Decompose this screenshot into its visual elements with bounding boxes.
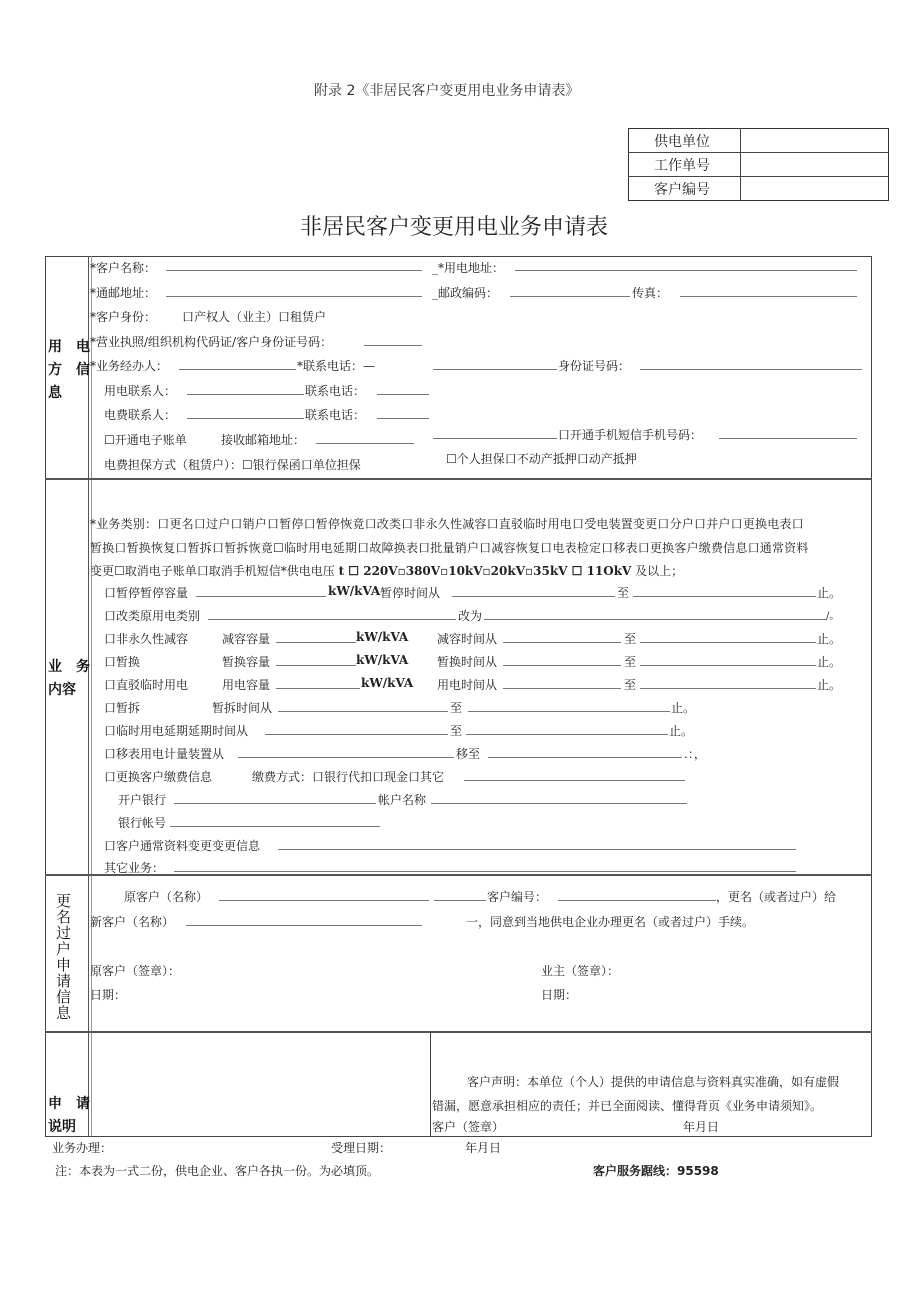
extend-to-label: 至 (450, 724, 463, 738)
temp-capacity-label: 用电容量 (222, 678, 271, 692)
reduce-unit: kW/kVA (356, 630, 409, 644)
reduce-time-from-field[interactable] (503, 642, 621, 643)
customer-number-label: 客户编号： (487, 890, 548, 904)
reclass-original-field[interactable] (208, 619, 456, 620)
fee-contact-phone-label: 联系电话： (305, 408, 366, 422)
dismantle-to-label: 至 (450, 701, 463, 715)
postal-code-label: _邮政编码： (432, 286, 499, 300)
email-address-field-ext[interactable] (433, 438, 557, 439)
general-info-checkbox[interactable]: 口客户通常资料变更变更信息 (104, 839, 261, 853)
identity-options[interactable]: 口产权人（业主）口租赁户 (182, 310, 327, 324)
category-line3-text: 变更☐取消电子账单口取消手机短信*供电电压 (90, 564, 339, 578)
swap-end: 止。 (817, 655, 842, 669)
voltage-options[interactable]: t ☐ 220V▫380V▫10kV▫20kV▫35kV ☐ 11OkV (338, 564, 632, 578)
postal-code-field[interactable] (510, 296, 630, 297)
declaration-line2: 错漏，愿意承担相应的责任；并已全面阅读、懂得背页《业务申请须知》。 (432, 1099, 823, 1113)
sms-phone-field[interactable] (719, 438, 857, 439)
section-label-line2: 方 信 (48, 362, 90, 378)
swap-unit: kW/kVA (356, 653, 409, 667)
swap-time-to-field[interactable] (640, 665, 816, 666)
business-category-line1[interactable]: *业务类别：口更名口过户口销户口暂停口暂停恢竟口改类口非永久性减容口直驳临时用电口受电装置变更口分户口并户口更换电表口 (90, 517, 804, 531)
suspend-to-label: 至 (617, 586, 630, 600)
section-label-line1: 用 电 (48, 339, 90, 355)
sms-checkbox[interactable]: 口开通手机短信手机号码： (558, 428, 703, 442)
guarantee-options-more[interactable]: ☐个人担保口不动产抵押口动产抵押 (446, 452, 637, 466)
id-number-label: 身份证号码： (558, 359, 631, 373)
move-to-field[interactable] (488, 757, 682, 758)
reduce-time-from-label: 减容时间从 (437, 632, 498, 646)
section-label: 更名过户申请信息 (54, 893, 72, 1021)
suspend-time-from-label: 暂停时间从 (380, 586, 441, 600)
application-notes-area[interactable] (92, 1034, 428, 1134)
payment-info-checkbox[interactable]: 口更换客户缴费信息 (104, 770, 213, 784)
guarantee-options[interactable]: 电费担保方式（租赁户）：☐银行保函口单位担保 (104, 458, 361, 472)
suspend-end: 止。 (817, 586, 842, 600)
dismantle-time-to-field[interactable] (468, 711, 670, 712)
payment-other-field[interactable] (464, 780, 685, 781)
reclass-checkbox[interactable]: 口改类原用电类别 (104, 609, 201, 623)
extend-time-from-field[interactable] (265, 734, 448, 735)
swap-capacity-field[interactable] (276, 665, 356, 666)
owner-sign-label: 业主（签章）： (541, 964, 620, 978)
temp-end: 止。 (817, 678, 842, 692)
section-label-line1: 申 请 (48, 1096, 90, 1112)
customer-name-field[interactable] (166, 270, 422, 271)
payment-method-options[interactable]: 缴费方式：口银行代扣口现金口其它 (252, 770, 445, 784)
customer-number-field[interactable] (558, 900, 716, 901)
agree-text: 一，同意到当地供电企业办理更名（或者过户）手续。 (466, 915, 755, 929)
handler-label: 业务办理： (52, 1141, 113, 1155)
account-name-label: 帐户名称 (378, 793, 427, 807)
dismantle-time-from-field[interactable] (278, 711, 448, 712)
suspend-capacity-field[interactable] (196, 596, 326, 597)
suspend-checkbox[interactable]: 口暂停暂停容量 (104, 586, 189, 600)
agent-label: *业务经办人： (90, 359, 169, 373)
license-id-label: *营业执照/组织机构代码证/客户身份证号码： (90, 335, 333, 349)
original-customer-field[interactable] (219, 900, 429, 901)
info-label-supply-unit: 供电单位 (654, 134, 710, 150)
fee-contact-label: 电费联系人： (104, 408, 177, 422)
e-bill-checkbox[interactable]: ☐开通电子账单 (104, 433, 187, 447)
license-id-field[interactable] (364, 345, 422, 346)
temp-unit: kW/kVA (361, 676, 414, 690)
temp-capacity-field[interactable] (276, 688, 360, 689)
temp-power-checkbox[interactable]: 口直驳临时用电 (104, 678, 189, 692)
declaration-line1: 客户声明：本单位（个人）提供的申请信息与资料真实准确，如有虚假 (467, 1075, 840, 1089)
rename-to-text: ，更名（或者过户）给 (716, 890, 837, 904)
voltage-suffix: 及以上； (631, 564, 684, 578)
temp-time-from-label: 用电时间从 (437, 678, 498, 692)
reduce-capacity-label: 减容容量 (222, 632, 271, 646)
agent-field[interactable] (179, 369, 296, 370)
accept-date-value: 年月日 (465, 1141, 502, 1155)
new-customer-label: 新客户（名称） (90, 915, 175, 929)
swap-capacity-label: 暂换容量 (222, 655, 271, 669)
dismantle-checkbox[interactable]: 口暂拆 (104, 701, 141, 715)
dismantle-time-from-label: 暂拆时间从 (212, 701, 273, 715)
section-label-line2: 内容 (48, 682, 76, 698)
mailing-address-field[interactable] (166, 296, 422, 297)
usage-address-label: _*用电地址： (432, 261, 505, 275)
reclass-change-to-label: 改为 (458, 609, 483, 623)
extend-time-to-field[interactable] (466, 734, 668, 735)
section-label-line1: 业 务 (48, 659, 90, 675)
reduce-capacity-field[interactable] (276, 642, 356, 643)
original-customer-label: 原客户（名称） (124, 890, 209, 904)
original-date-label: 日期： (90, 988, 127, 1002)
move-end: .：， (684, 747, 706, 761)
customer-name-label: *客户名称： (90, 261, 157, 275)
contact-phone-field[interactable] (433, 369, 557, 370)
suspend-unit: kW/kVA (328, 584, 381, 598)
temp-time-from-field[interactable] (503, 688, 621, 689)
temp-time-to-field[interactable] (640, 688, 816, 689)
customer-sign-date: 年月日 (683, 1120, 720, 1134)
contact-phone-label: *联系电话：— (297, 359, 376, 373)
new-customer-field[interactable] (186, 925, 422, 926)
reduce-checkbox[interactable]: 口非永久性减容 (104, 632, 189, 646)
bank-label: 开户银行 (118, 793, 167, 807)
supply-unit-field[interactable] (742, 130, 886, 151)
general-info-field[interactable] (278, 849, 796, 850)
info-label-work-order: 工作单号 (654, 158, 710, 174)
owner-date-label: 日期： (541, 988, 578, 1002)
reduce-end: 止。 (817, 632, 842, 646)
move-to-label: 移至 (456, 747, 481, 761)
footer-note: 注：本表为一式二份，供电企业、客户各执一份。为必填顶。 (55, 1164, 380, 1178)
customer-sign-label: 客户（签章） (432, 1120, 505, 1134)
reduce-time-to-field[interactable] (640, 642, 816, 643)
swap-time-from-field[interactable] (503, 665, 621, 666)
extend-checkbox[interactable]: 口临时用电延期延期时间从 (104, 724, 249, 738)
fax-label: 传真： (632, 286, 669, 300)
power-contact-phone-label: 联系电话： (305, 384, 366, 398)
page-title: 非居民客户变更用电业务申请表 (300, 215, 609, 240)
accept-date-label: 受理日期： (331, 1141, 392, 1155)
section-label-line2: 说明 (48, 1119, 76, 1135)
suspend-time-to-field[interactable] (633, 596, 816, 597)
appendix-title: 附录 2《非居民客户变更用电业务申请表》 (314, 83, 580, 99)
fax-field[interactable] (680, 296, 857, 297)
account-number-label: 银行帐号 (118, 816, 167, 830)
reclass-new-field[interactable] (484, 619, 826, 620)
power-contact-field[interactable] (187, 394, 304, 395)
dismantle-end: 止。 (671, 701, 696, 715)
business-category-line3[interactable] (90, 562, 683, 579)
original-customer-field-ext[interactable] (434, 900, 486, 901)
temp-to-label: 至 (624, 678, 637, 692)
mailing-address-label: *通邮地址： (90, 286, 157, 300)
swap-checkbox[interactable]: 口暂换 (104, 655, 141, 669)
swap-time-from-label: 暂换时间从 (437, 655, 498, 669)
fee-contact-field[interactable] (187, 418, 304, 419)
power-contact-label: 用电联系人： (104, 384, 177, 398)
fee-contact-phone-field[interactable] (377, 418, 429, 419)
info-label-customer-number: 客户编号 (654, 182, 710, 198)
account-name-field[interactable] (431, 803, 687, 804)
id-number-field[interactable] (640, 369, 862, 370)
email-address-field[interactable] (316, 443, 414, 444)
power-contact-phone-field[interactable] (377, 394, 429, 395)
customer-number-field[interactable] (742, 178, 886, 199)
extend-end: 止。 (669, 724, 694, 738)
bank-field[interactable] (174, 803, 376, 804)
section-label-line3: 息 (48, 385, 62, 401)
reclass-end: /。 (826, 611, 840, 622)
work-order-field[interactable] (742, 154, 886, 175)
move-meter-checkbox[interactable]: 口移表用电计量装置从 (104, 747, 225, 761)
customer-identity-label: *客户身份： (90, 310, 157, 324)
original-sign-label: 原客户（签章）： (90, 964, 181, 978)
usage-address-field[interactable] (515, 270, 857, 271)
other-business-label: 其它业务： (104, 861, 165, 875)
business-category-line2[interactable]: 暂换口暂换恢复口暂拆口暂拆恢竟☐临时用电延期口故障换表口批量销户口减容恢复口电表检定口移表口更换客户缴费信息口通常资料 (90, 541, 809, 555)
email-address-label: 接收邮箱地址： (221, 433, 306, 447)
swap-to-label: 至 (624, 655, 637, 669)
reduce-to-label: 至 (624, 632, 637, 646)
other-business-field[interactable] (174, 871, 796, 872)
account-number-field[interactable] (170, 826, 380, 827)
service-hotline: 客户服务踞线：95598 (593, 1164, 719, 1178)
move-from-field[interactable] (238, 757, 454, 758)
suspend-time-from-field[interactable] (452, 596, 615, 597)
